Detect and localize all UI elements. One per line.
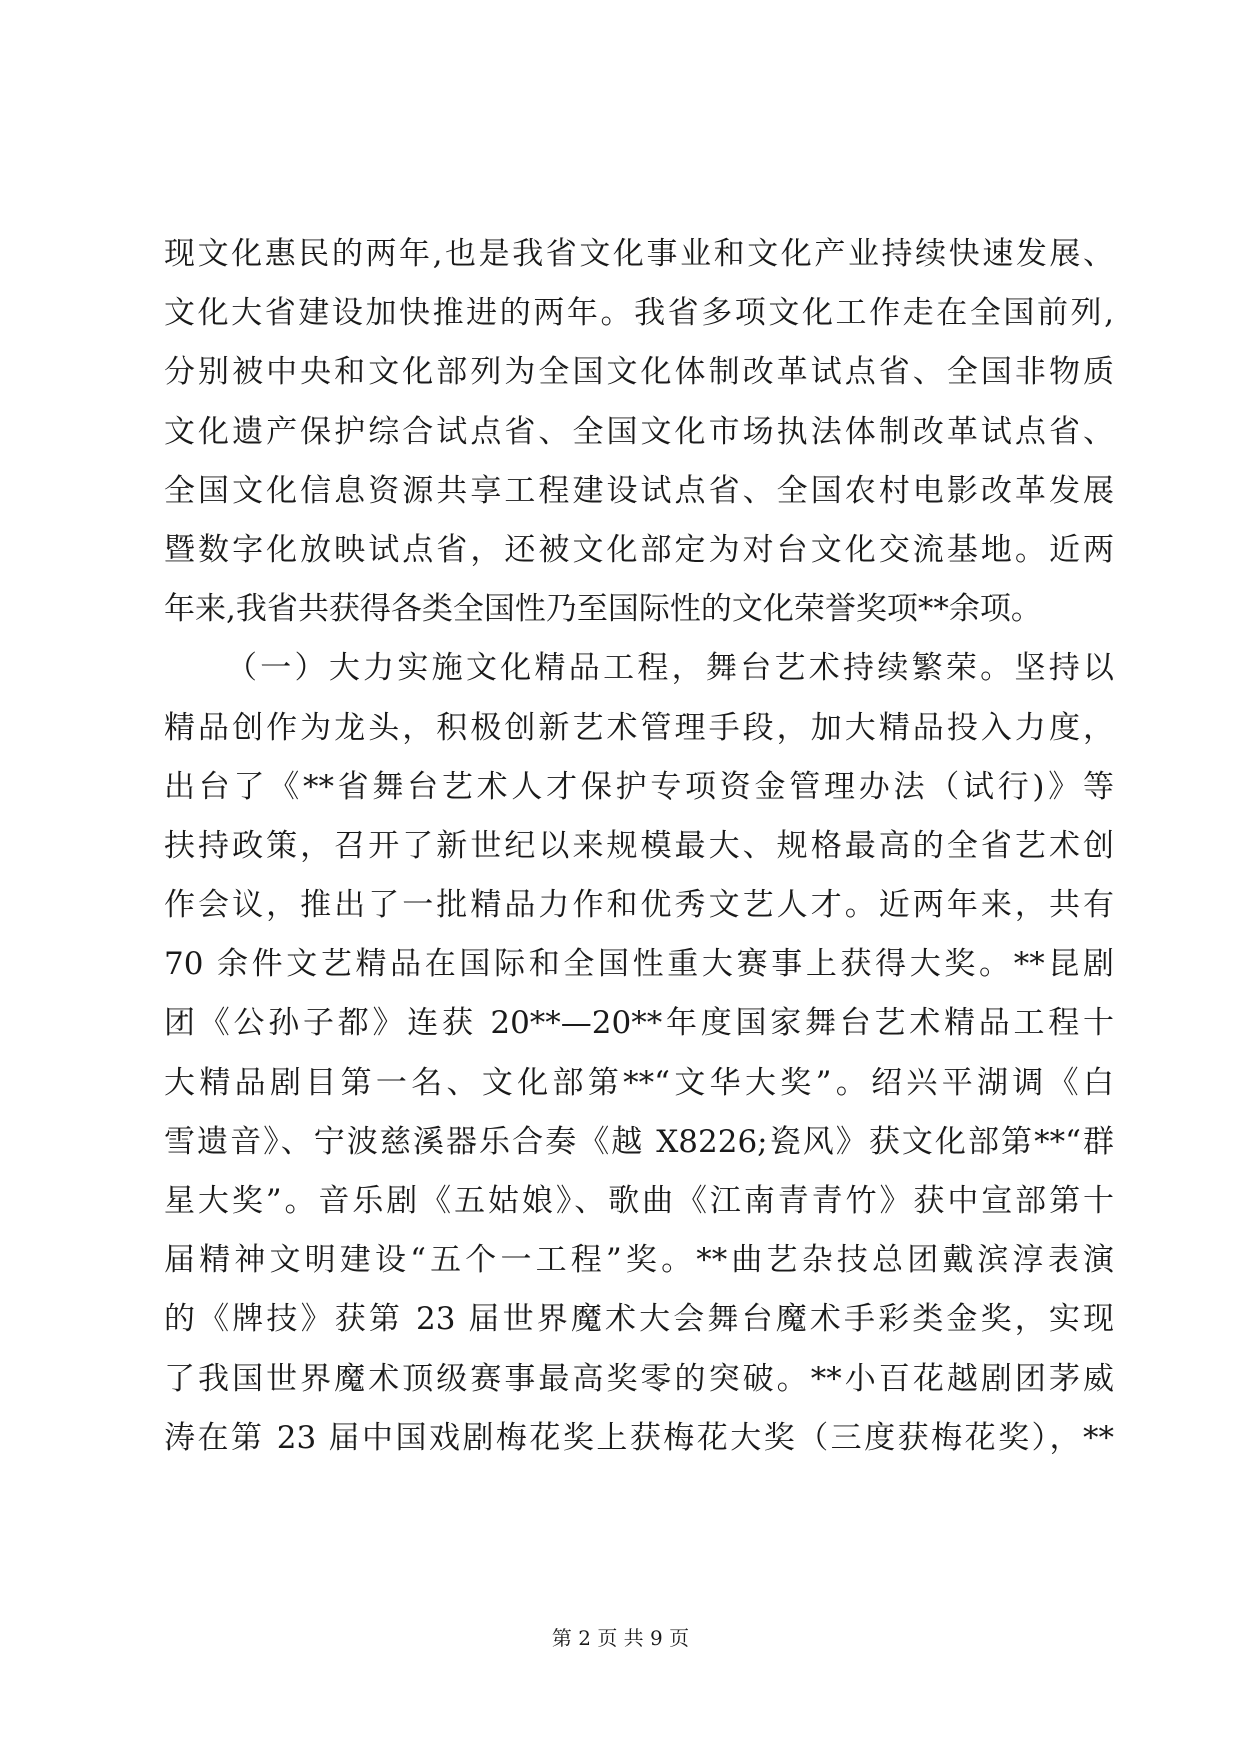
- text-line: 作会议，推出了一批精品力作和优秀文艺人才。近两年来，共有: [164, 887, 1114, 924]
- text-line: 现文化惠民的两年,也是我省文化事业和文化产业持续快速发展、: [164, 236, 1114, 272]
- page-footer: 第 2 页 共 9 页: [551, 1626, 690, 1650]
- text-line: 团《公孙子都》连获 20**—20**年度国家舞台艺术精品工程十: [164, 1005, 1114, 1042]
- text-line: 涛在第 23 届中国戏剧梅花奖上获梅花大奖（三度获梅花奖），**: [164, 1419, 1114, 1456]
- text-line: 分别被中央和文化部列为全国文化体制改革试点省、全国非物质: [164, 354, 1114, 391]
- text-line: 了我国世界魔术顶级赛事最高奖零的突破。**小百花越剧团茅威: [164, 1360, 1114, 1397]
- text-line: 雪遗音》、宁波慈溪器乐合奏《越 X8226;瓷风》获文化部第**“群: [164, 1123, 1114, 1160]
- text-line: 70 余件文艺精品在国际和全国性重大赛事上获得大奖。**昆剧: [164, 946, 1114, 983]
- text-line: 扶持政策，召开了新世纪以来规模最大、规格最高的全省艺术创: [164, 827, 1114, 864]
- text-line: 星大奖”。音乐剧《五姑娘》、歌曲《江南青青竹》获中宣部第十: [164, 1183, 1114, 1219]
- text-line: 全国文化信息资源共享工程建设试点省、全国农村电影改革发展: [164, 472, 1114, 509]
- text-line: 文化大省建设加快推进的两年。我省多项文化工作走在全国前列,: [164, 295, 1114, 332]
- text-line: 大精品剧目第一名、文化部第**“文华大奖”。绍兴平湖调《白: [164, 1064, 1114, 1101]
- text-line: 届精神文明建设“五个一工程”奖。**曲艺杂技总团戴滨淳表演: [164, 1242, 1114, 1279]
- text-line: 精品创作为龙头，积极创新艺术管理手段，加大精品投入力度，: [164, 709, 1114, 746]
- text-line: 文化遗产保护综合试点省、全国文化市场执法体制改革试点省、: [164, 413, 1114, 450]
- text-line: 年来,我省共获得各类全国性乃至国际性的文化荣誉奖项**余项。: [164, 591, 1042, 628]
- body-text: [164, 225, 1114, 1468]
- paragraph-first-line: （一）大力实施文化精品工程，舞台艺术持续繁荣。坚持以: [226, 650, 1114, 687]
- text-line: 的《牌技》获第 23 届世界魔术大会舞台魔术手彩类金奖，实现: [164, 1301, 1114, 1338]
- text-line: 出台了《**省舞台艺术人才保护专项资金管理办法（试行)》等: [164, 768, 1114, 805]
- text-line: 暨数字化放映试点省，还被文化部定为对台文化交流基地。近两: [164, 531, 1114, 568]
